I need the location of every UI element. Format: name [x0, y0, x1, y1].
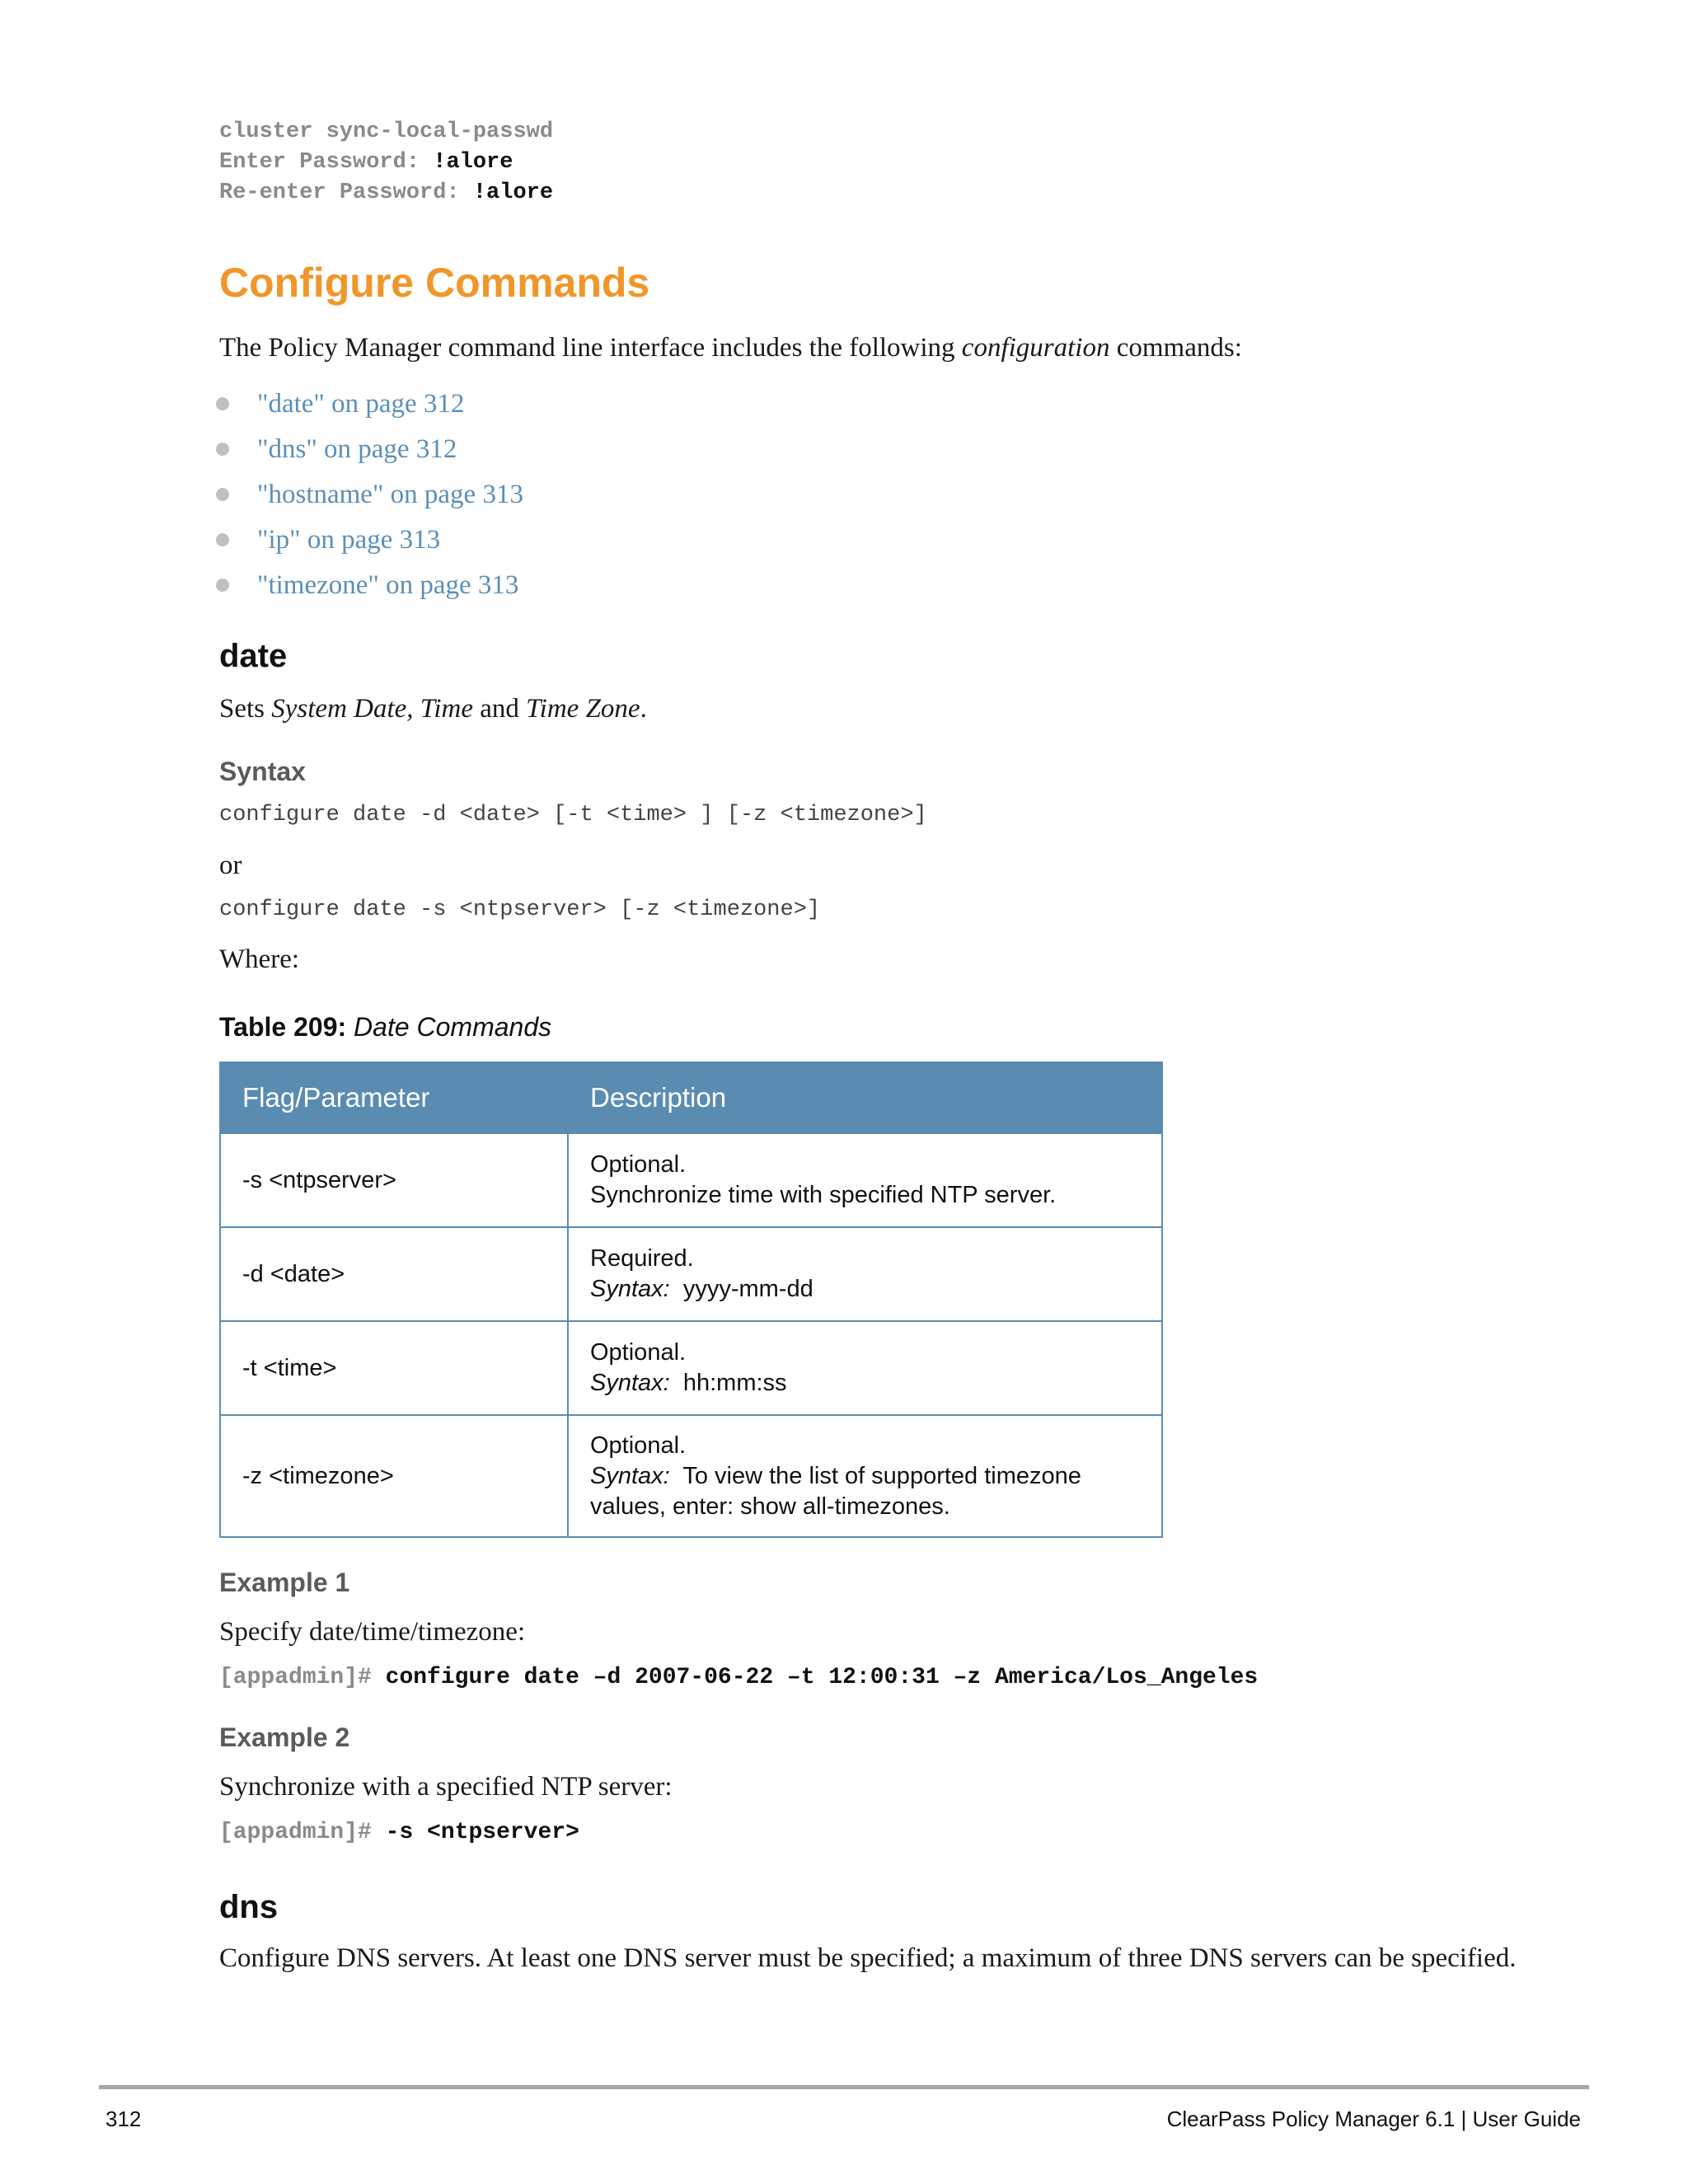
- password-code-block: [219, 117, 553, 209]
- intro-text: commands:: [1109, 333, 1242, 363]
- example1-code: [219, 1665, 1258, 1690]
- link-hostname[interactable]: "hostname" on page 313: [257, 479, 523, 509]
- table-row: [220, 1321, 1162, 1415]
- syntax-value: yyyy-mm-dd: [682, 1276, 814, 1302]
- desc-text: and: [472, 694, 527, 724]
- syntax-label: Syntax:: [590, 1276, 670, 1302]
- list-item: [216, 381, 523, 426]
- list-item: [216, 426, 523, 471]
- description-line: Optional.: [590, 1151, 687, 1178]
- description-line: Optional.: [590, 1432, 687, 1459]
- list-item: [216, 562, 523, 607]
- intro-text: The Policy Manager command line interface includes the following: [219, 333, 962, 363]
- bullet-icon: [216, 579, 229, 592]
- shell-prompt: [appadmin]#: [219, 1820, 386, 1845]
- code-input: !alore: [472, 180, 554, 205]
- code-line-reenter-password: [219, 178, 553, 209]
- footer-divider: [99, 2085, 1589, 2089]
- intro-emphasis: configuration: [961, 333, 1110, 363]
- description-line: values, enter: show all-timezones.: [590, 1493, 950, 1520]
- description-cell: [568, 1415, 1162, 1537]
- example2-heading: Example 2: [219, 1722, 350, 1752]
- syntax-line-1: configure date -d <date> [-t <time> ] [-z <timezone>]: [219, 803, 927, 827]
- table-header-row: [220, 1062, 1162, 1133]
- syntax-label: Syntax:: [590, 1370, 670, 1396]
- table-row: [220, 1133, 1162, 1227]
- shell-prompt: [appadmin]#: [219, 1665, 386, 1690]
- code-line-enter-password: [219, 148, 553, 178]
- date-commands-table: [219, 1062, 1163, 1538]
- example1-heading: Example 1: [219, 1568, 350, 1597]
- bullet-icon: [216, 397, 229, 410]
- description-line: [590, 1368, 1140, 1399]
- code-line-cluster: cluster sync-local-passwd: [219, 120, 554, 144]
- desc-emphasis: Time Zone: [526, 694, 640, 724]
- link-dns[interactable]: "dns" on page 312: [257, 434, 457, 464]
- description-line: Optional.: [590, 1339, 687, 1366]
- code-prompt: Re-enter Password:: [219, 180, 473, 205]
- link-timezone[interactable]: "timezone" on page 313: [257, 569, 519, 600]
- caption-number: Table 209:: [219, 1012, 354, 1042]
- description-line: Required.: [590, 1245, 694, 1272]
- syntax-value: To view the list of supported timezone: [682, 1462, 1081, 1489]
- column-header-flag: Flag/Parameter: [220, 1062, 568, 1133]
- link-ip[interactable]: "ip" on page 313: [257, 524, 441, 555]
- page-number: 312: [106, 2107, 142, 2131]
- where-label: Where:: [219, 944, 300, 974]
- table-caption: [219, 1012, 551, 1043]
- desc-text: .: [640, 694, 647, 724]
- bullet-icon: [216, 443, 229, 456]
- syntax-heading: Syntax: [219, 757, 306, 786]
- shell-command: -s <ntpserver>: [385, 1820, 579, 1845]
- example2-code: [219, 1820, 579, 1845]
- footer-document-title: ClearPass Policy Manager 6.1 | User Guide: [1166, 2107, 1581, 2131]
- dns-description: Configure DNS servers. At least one DNS server must be specified; a maximum of three DNS servers can be specified.: [219, 1943, 1517, 1973]
- link-date[interactable]: "date" on page 312: [257, 388, 465, 419]
- table-row: [220, 1227, 1162, 1321]
- desc-emphasis: System Date, Time: [271, 694, 473, 724]
- section-title: Configure Commands: [219, 260, 650, 306]
- list-item: [216, 471, 523, 517]
- shell-command: configure date –d 2007-06-22 –t 12:00:31 –z America/Los_Angeles: [385, 1665, 1259, 1690]
- description-line: [590, 1274, 1140, 1305]
- description-cell: [568, 1133, 1162, 1227]
- column-header-description: Description: [568, 1062, 1162, 1133]
- syntax-value: hh:mm:ss: [682, 1370, 787, 1396]
- dns-heading: dns: [219, 1889, 279, 1925]
- command-link-list: [216, 381, 523, 607]
- syntax-line-2: configure date -s <ntpserver> [-z <timezone>]: [219, 898, 821, 922]
- date-heading: date: [219, 638, 288, 674]
- list-item: [216, 517, 523, 562]
- flag-cell: -d <date>: [220, 1227, 568, 1321]
- desc-text: Sets: [219, 694, 272, 724]
- flag-cell: -z <timezone>: [220, 1415, 568, 1537]
- caption-title: Date Commands: [354, 1012, 552, 1042]
- flag-cell: -t <time>: [220, 1321, 568, 1415]
- intro-paragraph: [219, 330, 1242, 366]
- syntax-label: Syntax:: [590, 1462, 670, 1489]
- flag-cell: -s <ntpserver>: [220, 1133, 568, 1227]
- bullet-icon: [216, 533, 229, 546]
- date-description: [219, 691, 647, 727]
- example1-description: Specify date/time/timezone:: [219, 1617, 526, 1647]
- description-line: Synchronize time with specified NTP server.: [590, 1182, 1057, 1208]
- description-cell: [568, 1321, 1162, 1415]
- table-row: [220, 1415, 1162, 1537]
- bullet-icon: [216, 488, 229, 501]
- description-cell: [568, 1227, 1162, 1321]
- syntax-or: or: [219, 851, 242, 880]
- example2-description: Synchronize with a specified NTP server:: [219, 1772, 673, 1802]
- code-input: !alore: [433, 150, 513, 175]
- code-prompt: Enter Password:: [219, 150, 434, 175]
- description-line: [590, 1461, 1140, 1492]
